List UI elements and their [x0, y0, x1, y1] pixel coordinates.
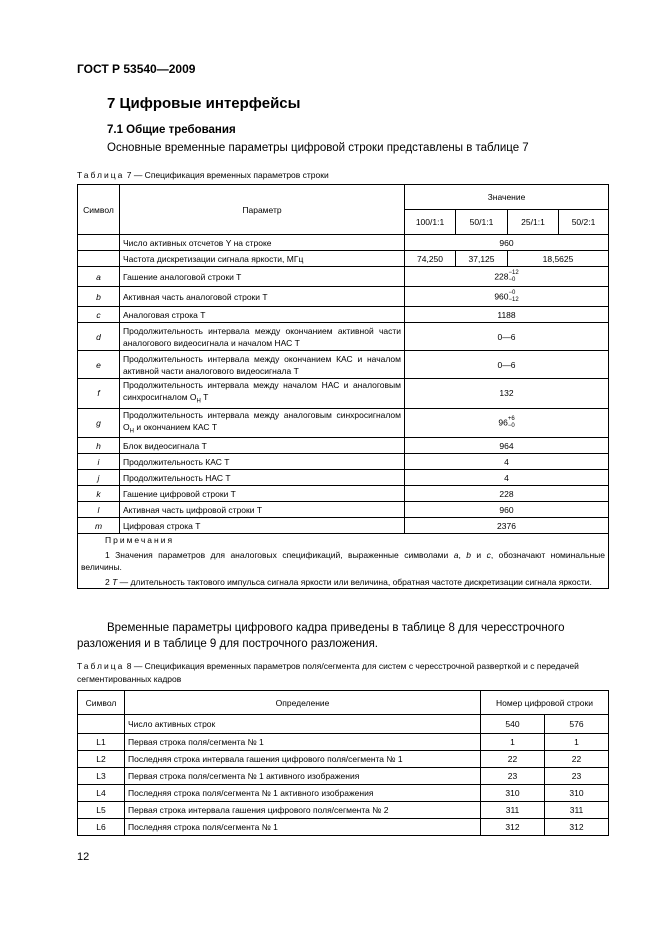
table8-header-number: Номер цифровой строки	[481, 691, 609, 715]
param-cell: Гашение цифровой строки T	[120, 486, 405, 502]
value-cell: 312	[545, 819, 609, 836]
param-cell	[120, 379, 405, 409]
table8-header-symbol: Символ	[78, 691, 125, 715]
param-cell: Активная часть цифровой строки T	[120, 502, 405, 518]
value-cell: 22	[481, 751, 545, 768]
table-row	[78, 470, 609, 486]
value-base: 960	[494, 290, 509, 301]
table-row	[78, 379, 609, 409]
tolerance-upper: +6	[507, 416, 515, 423]
value-cell: 960	[405, 235, 609, 251]
param-cell: Гашение аналоговой строки T	[120, 267, 405, 287]
param-cell: Аналоговая строка T	[120, 307, 405, 323]
table7	[77, 184, 609, 589]
value-cell: 23	[545, 768, 609, 785]
tolerance-lower: −0	[508, 276, 516, 283]
value-cell: 1188	[405, 307, 609, 323]
symbol-cell: m	[78, 518, 120, 534]
symbol-cell: k	[78, 486, 120, 502]
symbol-cell: L6	[78, 819, 125, 836]
symbol-cell	[78, 251, 120, 267]
symbol-cell: l	[78, 502, 120, 518]
table7-subheader: 25/1:1	[508, 210, 559, 235]
table7-subheader: 50/1:1	[456, 210, 508, 235]
tolerance-upper: −0	[508, 289, 516, 296]
tolerance	[509, 270, 519, 284]
table7-subheader: 100/1:1	[405, 210, 456, 235]
param-subscript: H	[196, 398, 201, 405]
value-cell: 2376	[405, 518, 609, 534]
definition-cell: Первая строка поля/сегмента № 1	[125, 734, 481, 751]
symbol-cell: g	[78, 408, 120, 438]
document-header: ГОСТ Р 53540—2009	[77, 62, 196, 76]
value-cell: 1	[481, 734, 545, 751]
note-1-symbol: b	[466, 550, 471, 561]
table-row	[78, 408, 609, 438]
symbol-cell: b	[78, 287, 120, 307]
table7-subheader: 50/2:1	[559, 210, 609, 235]
value-cell: 4	[405, 454, 609, 470]
table7-caption-text: — Спецификация временных параметров строки	[133, 170, 329, 180]
param-text: Продолжительность интервала между началом НАС и аналоговым синхросигналом O	[123, 380, 401, 402]
table-row	[78, 287, 609, 307]
value-cell	[405, 408, 609, 438]
note-1-text-end: , обозначают номинальные величины.	[81, 550, 605, 573]
value-cell: 311	[481, 802, 545, 819]
param-cell: Продолжительность КАС T	[120, 454, 405, 470]
page-number: 12	[77, 851, 90, 863]
table-row	[78, 715, 609, 734]
table8-header-definition: Определение	[125, 691, 481, 715]
table7-caption	[77, 170, 329, 180]
definition-cell: Число активных строк	[125, 715, 481, 734]
table-row	[78, 267, 609, 287]
paragraph-tables-ref: Временные параметры цифрового кадра приведены в таблице 8 для чересстрочного разложения и в таблице 9 для построчного разложения.	[77, 622, 565, 650]
section-title: 7 Цифровые интерфейсы	[107, 95, 301, 112]
value-cell: 37,125	[456, 251, 508, 267]
param-cell: Блок видеосигнала T	[120, 438, 405, 454]
notes-title: Примечания	[105, 535, 175, 546]
value-cell: 310	[481, 785, 545, 802]
symbol-cell: L3	[78, 768, 125, 785]
tolerance-lower: −0	[507, 423, 515, 430]
value-cell: 23	[481, 768, 545, 785]
value-cell: 312	[481, 819, 545, 836]
param-cell: Продолжительность интервала между окончанием активной части аналогового видеосигнала и началом НАС T	[120, 323, 405, 351]
symbol-cell: c	[78, 307, 120, 323]
table7-notes	[78, 534, 609, 589]
symbol-cell: a	[78, 267, 120, 287]
notes-row	[78, 534, 609, 589]
table7-header-value: Значение	[405, 185, 609, 210]
symbol-cell: L1	[78, 734, 125, 751]
value-base: 96	[498, 417, 508, 428]
table8-caption-text: — Спецификация временных параметров поля/сегмента для систем с чересстрочной разверткой и с передачей сегментированных кадров	[77, 661, 579, 684]
note-1-sep: ,	[458, 550, 467, 561]
table-row	[78, 251, 609, 267]
value-cell: 228	[405, 486, 609, 502]
table7-caption-number: 7	[126, 170, 132, 180]
value-cell: 311	[545, 802, 609, 819]
symbol-cell	[78, 715, 125, 734]
table-row	[78, 768, 609, 785]
table-row	[78, 502, 609, 518]
symbol-cell: L4	[78, 785, 125, 802]
value-cell: 74,250	[405, 251, 456, 267]
definition-cell: Последняя строка поля/сегмента № 1 активного изображения	[125, 785, 481, 802]
value-cell: 18,5625	[508, 251, 609, 267]
param-cell: Активная часть аналоговой строки T	[120, 287, 405, 307]
tolerance-lower: −12	[508, 296, 519, 303]
table-row	[78, 518, 609, 534]
table-row	[78, 438, 609, 454]
param-cell: Продолжительность НАС T	[120, 470, 405, 486]
value-cell: 22	[545, 751, 609, 768]
value-base: 228	[494, 270, 509, 281]
value-cell: 132	[405, 379, 609, 409]
value-cell	[405, 287, 609, 307]
symbol-cell: f	[78, 379, 120, 409]
value-cell: 0—6	[405, 351, 609, 379]
table-row	[78, 802, 609, 819]
note-1-text: 1 Значения параметров для аналоговых спецификаций, выраженные символами	[105, 550, 454, 561]
definition-cell: Первая строка поля/сегмента № 1 активного изображения	[125, 768, 481, 785]
note-1-symbol: a	[453, 550, 459, 561]
value-cell: 576	[545, 715, 609, 734]
note-1-symbol: c	[486, 550, 491, 561]
table-row	[78, 351, 609, 379]
param-cell: Число активных отсчетов Y на строке	[120, 235, 405, 251]
table-row	[78, 486, 609, 502]
value-cell	[405, 267, 609, 287]
note-1	[81, 549, 605, 573]
table8-caption-prefix: Таблица	[77, 661, 125, 671]
subsection-title: 7.1 Общие требования	[107, 124, 236, 136]
value-cell: 964	[405, 438, 609, 454]
param-subscript: H	[129, 428, 134, 435]
intro-paragraph: Основные временные параметры цифровой строки представлены в таблице 7	[107, 142, 529, 154]
table8-caption-number: 8	[126, 661, 132, 671]
value-cell: 540	[481, 715, 545, 734]
value-cell: 0—6	[405, 323, 609, 351]
param-text-end: и окончанием КАС T	[133, 421, 218, 432]
value-cell: 310	[545, 785, 609, 802]
definition-cell: Первая строка интервала гашения цифрового поля/сегмента № 2	[125, 802, 481, 819]
definition-cell: Последняя строка интервала гашения цифрового поля/сегмента № 1	[125, 751, 481, 768]
symbol-cell: L2	[78, 751, 125, 768]
symbol-cell: d	[78, 323, 120, 351]
table-row	[78, 454, 609, 470]
value-cell: 1	[545, 734, 609, 751]
table8-caption	[77, 660, 609, 686]
tolerance-upper: −12	[508, 269, 519, 276]
symbol-cell: h	[78, 438, 120, 454]
param-text-end: T	[200, 392, 209, 402]
note-2-symbol: T	[112, 577, 118, 588]
symbol-cell: L5	[78, 802, 125, 819]
table-row	[78, 751, 609, 768]
symbol-cell: e	[78, 351, 120, 379]
table-row	[78, 785, 609, 802]
param-text: Продолжительность интервала между аналоговым синхросигналом O	[123, 409, 401, 432]
table7-header-param: Параметр	[120, 185, 405, 235]
table8	[77, 690, 609, 836]
param-cell	[120, 408, 405, 438]
definition-cell: Последняя строка поля/сегмента № 1	[125, 819, 481, 836]
param-cell: Цифровая строка T	[120, 518, 405, 534]
table-row	[78, 307, 609, 323]
table-row	[78, 235, 609, 251]
table7-caption-prefix: Таблица	[77, 170, 125, 180]
table-row	[78, 819, 609, 836]
table7-header-symbol: Символ	[78, 185, 120, 235]
param-cell: Частота дискретизации сигнала яркости, МГц	[120, 251, 405, 267]
note-2-number: 2	[105, 577, 113, 588]
tolerance	[508, 416, 515, 430]
table-row	[78, 323, 609, 351]
value-cell: 4	[405, 470, 609, 486]
symbol-cell: i	[78, 454, 120, 470]
note-1-sep: и	[470, 550, 487, 561]
symbol-cell: j	[78, 470, 120, 486]
table-row	[78, 734, 609, 751]
note-2-text: — длительность тактового импульса сигнала яркости или величина, обратная частоте дискретизации сигнала яркости.	[117, 577, 592, 588]
value-cell: 960	[405, 502, 609, 518]
note-2	[81, 576, 605, 588]
symbol-cell	[78, 235, 120, 251]
tolerance	[509, 290, 519, 304]
param-cell: Продолжительность интервала между окончанием КАС и началом активной части аналогового видеосигнала T	[120, 351, 405, 379]
